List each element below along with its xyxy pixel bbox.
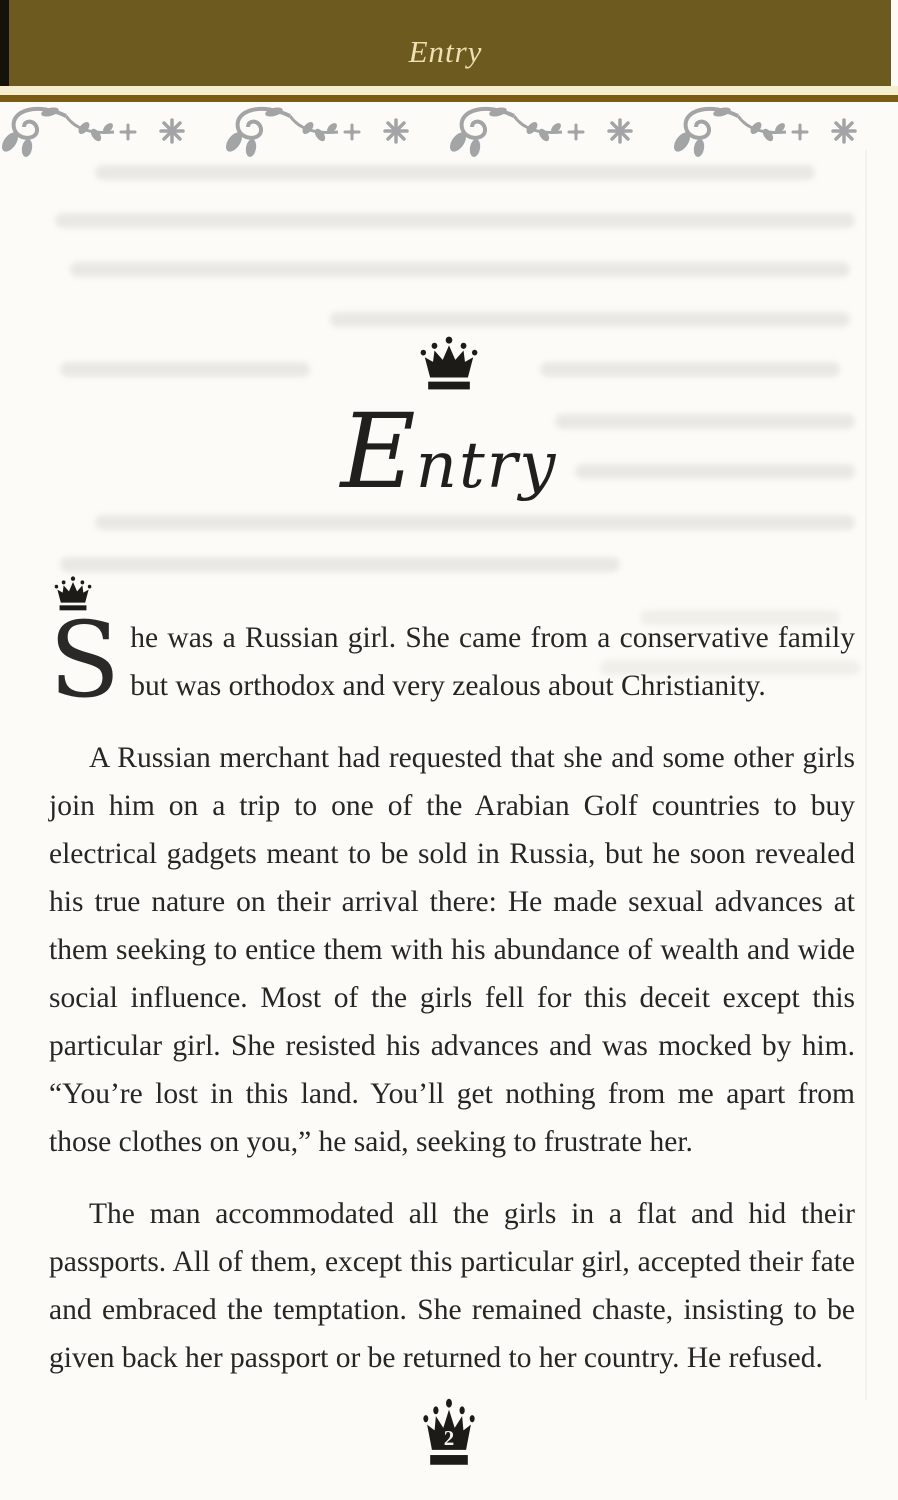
header-rule	[0, 95, 898, 102]
page-footer-ornament	[421, 1398, 477, 1468]
paragraph-3-text: The man accommodated all the girls in a flat and hid their passports. All of them, except this particular girl, accepted their fate and embraced the temptation. She remained chaste, insisting to be given back her passport or be returned to her country. He refused.	[49, 1198, 855, 1374]
drop-cap: S	[49, 599, 121, 721]
chapter-title: Entry	[340, 392, 558, 512]
page-number: 2	[443, 1426, 455, 1450]
bleed-through-line	[70, 262, 850, 277]
page-header-band	[0, 0, 891, 86]
body-text	[49, 578, 855, 1406]
paragraph-1-text: he was a Russian girl. She came from a conservative family but was orthodox and very zealous about Christianity.	[130, 622, 855, 702]
bleed-through-line	[330, 312, 850, 327]
bleed-through-line	[55, 213, 855, 228]
scan-gutter-line	[865, 150, 867, 1400]
paragraph-3	[49, 1190, 855, 1382]
bleed-through-line	[540, 362, 840, 377]
scan-edge	[0, 0, 9, 87]
floral-border-ornament	[0, 104, 898, 158]
running-header: Entry	[408, 34, 483, 69]
crown-icon	[418, 336, 480, 397]
bleed-through-line	[60, 557, 620, 572]
paragraph-2-text: A Russian merchant had requested that she and some other girls join him on a trip to one of the Arabian Golf countries to buy electrical gadgets meant to be sold in Russia, but he soon revealed his true nature on their arrival there: He made sexual advances at them seeking to entice them with his abundance of wealth and wide social influence. Most of the girls fell for this deceit except this particular girl. She resisted his advances and was mocked by him. “You’re lost in this land. You’ll get nothing from me apart from those clothes on you,” he said, seeking to frustrate her.	[49, 742, 855, 1158]
header-divider-strip	[0, 86, 898, 95]
paragraph-1	[49, 578, 855, 721]
paragraph-2	[49, 734, 855, 1166]
bleed-through-line	[95, 165, 815, 180]
crown-icon	[53, 576, 93, 627]
bleed-through-line	[60, 362, 310, 377]
